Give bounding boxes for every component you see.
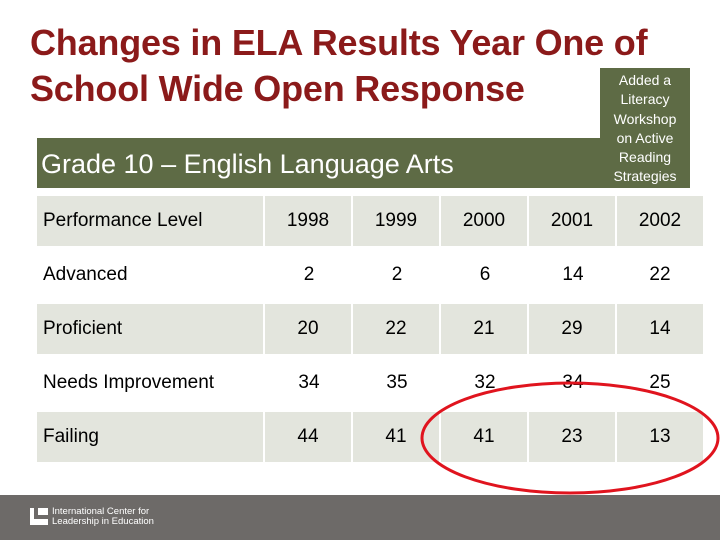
table-cell: 25 [649, 372, 671, 393]
table-cell: 13 [617, 412, 703, 462]
table-cell: 23 [529, 412, 617, 462]
table-cell: 6 [479, 264, 491, 285]
table-cell: 34 [298, 372, 320, 393]
callout-box [600, 68, 690, 188]
organization-name [52, 507, 154, 527]
table-cell: 41 [353, 412, 441, 462]
header-year-2001: 2001 [529, 196, 617, 246]
table-header-row [37, 196, 703, 246]
organization-logo-icon [30, 508, 48, 525]
header-performance-level: Performance Level [37, 196, 265, 246]
slide-title-line-2: School Wide Open Response [30, 68, 525, 109]
callout-line: Literacy [620, 91, 670, 108]
table-cell: 41 [441, 412, 529, 462]
row-label: Advanced [43, 264, 128, 285]
callout-line: Workshop [613, 110, 677, 127]
callout-line: Strategies [613, 168, 677, 185]
footer-bar [0, 495, 720, 540]
subtitle-text: Grade 10 – English Language Arts [41, 149, 454, 179]
callout-line: Added a [618, 72, 672, 88]
table-cell: 2 [303, 264, 315, 285]
subtitle-band [37, 138, 600, 188]
slide-title-line-1: Changes in ELA Results Year One of [30, 22, 648, 63]
table-cell: 14 [617, 304, 703, 354]
table-cell: 44 [265, 412, 353, 462]
header-year-2000: 2000 [441, 196, 529, 246]
table-cell: 14 [562, 264, 584, 285]
header-year-1998: 1998 [265, 196, 353, 246]
table-cell: 22 [649, 264, 671, 285]
row-label: Failing [37, 412, 265, 462]
table-cell: 22 [353, 304, 441, 354]
header-year-1999: 1999 [353, 196, 441, 246]
table-cell: 20 [265, 304, 353, 354]
table-cell: 2 [391, 264, 403, 285]
highlight-oval [418, 378, 720, 498]
table-cell: 21 [441, 304, 529, 354]
table-cell: 29 [529, 304, 617, 354]
table-row-advanced [37, 250, 703, 300]
row-label: Needs Improvement [43, 372, 215, 393]
row-label: Proficient [37, 304, 265, 354]
table-cell: 35 [386, 372, 408, 393]
callout-line: on Active [616, 129, 674, 146]
organization-name-line-2: Leadership in Education [52, 516, 154, 527]
organization-name-line-1: International Center for [52, 506, 150, 517]
table-cell: 34 [562, 372, 584, 393]
table-row-proficient [37, 304, 703, 354]
table-cell: 32 [474, 372, 496, 393]
callout-line: Reading [618, 149, 672, 166]
header-year-2002: 2002 [617, 196, 703, 246]
